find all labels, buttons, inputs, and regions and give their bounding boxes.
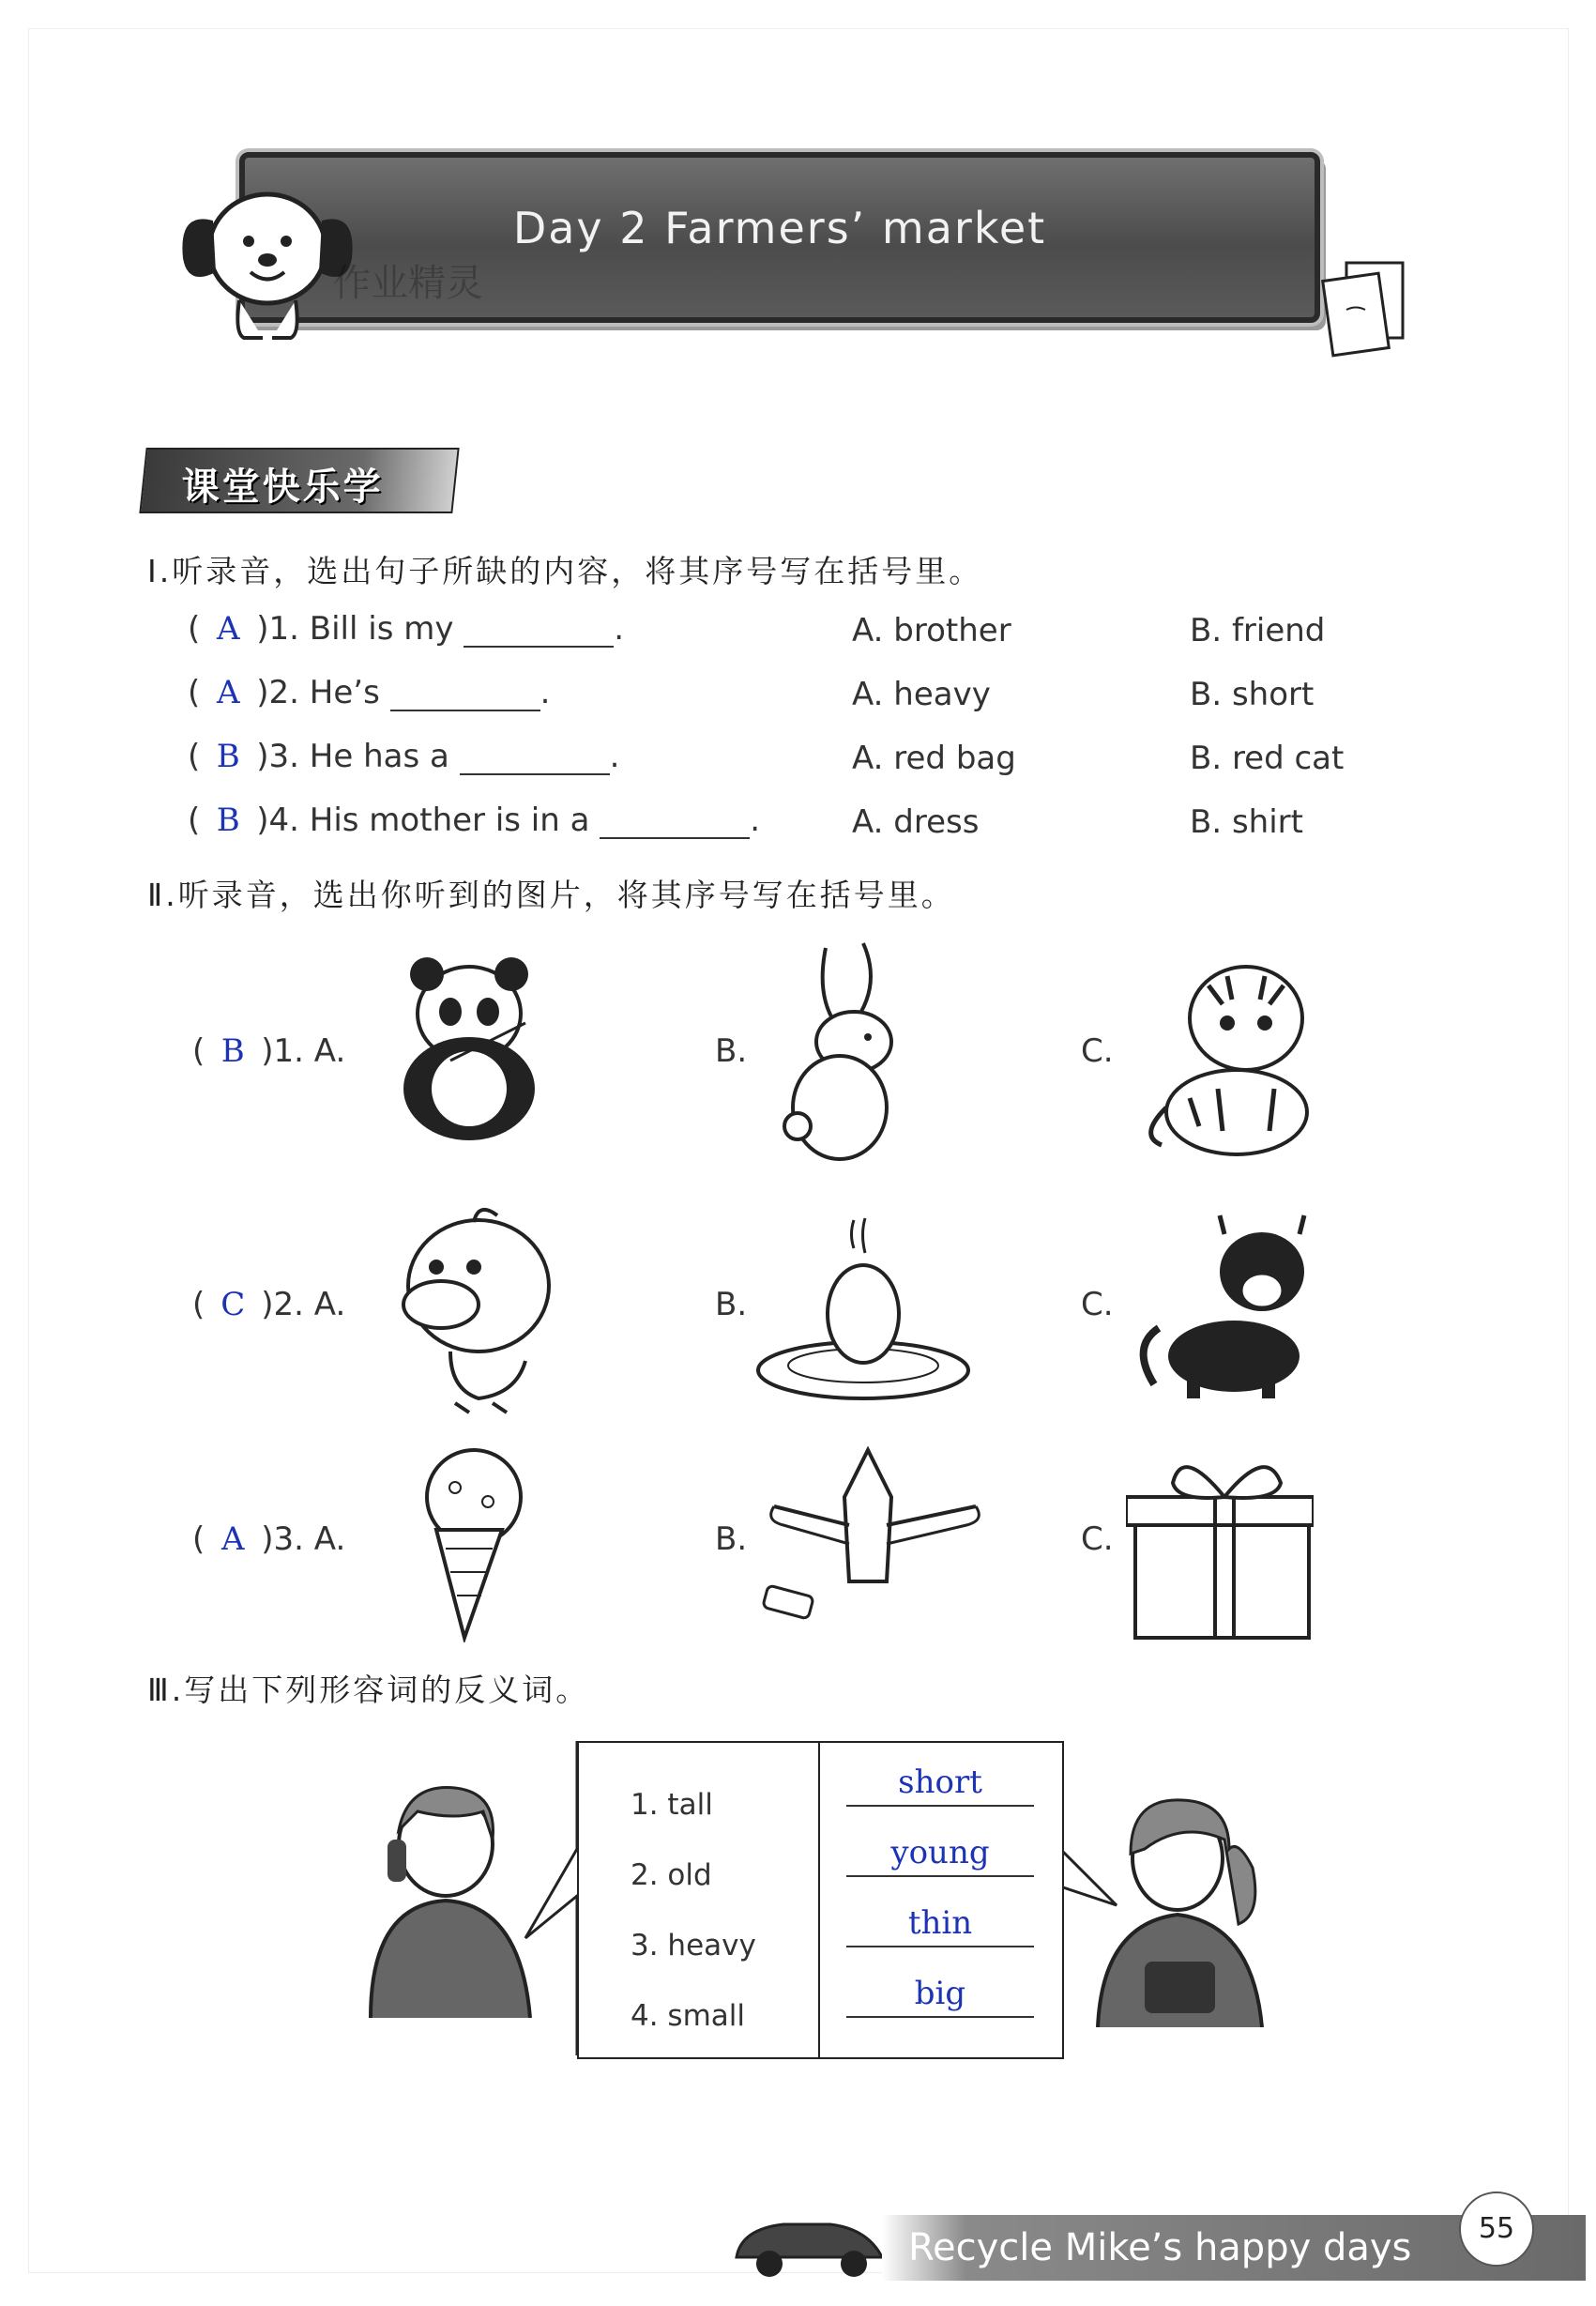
question-end: . [614, 610, 625, 648]
panda-icon [385, 948, 572, 1150]
word-item: 2. old [631, 1858, 712, 1892]
word-item: 1. tall [631, 1788, 713, 1822]
picture-question-row: ( C )2. A. [192, 1286, 346, 1323]
option-a-label: )3. A. [261, 1520, 346, 1558]
part3-heading: Ⅲ.写出下列形容词的反义词。 [147, 1672, 590, 1708]
section-tag [139, 448, 459, 513]
option-a: A. red bag [852, 740, 1016, 777]
books-icon [1309, 253, 1417, 361]
option-c-label: C. [1081, 1032, 1114, 1070]
option-b-label: B. [715, 1520, 748, 1558]
option-a-label: )2. A. [261, 1286, 346, 1323]
girl-on-phone-icon [1088, 1783, 1276, 2027]
ice-cream-icon [399, 1445, 549, 1642]
answer-line [846, 1754, 1034, 1807]
answer-blank [390, 681, 540, 711]
plane-icon [755, 1441, 985, 1638]
answer-line [846, 1965, 1034, 2018]
option-a: A. brother [852, 612, 1011, 649]
boy-on-phone-icon [352, 1774, 549, 2018]
answer: A [216, 674, 240, 711]
option-b-label: B. [715, 1032, 748, 1070]
footer-title: Recycle Mike’s happy days [908, 2226, 1412, 2269]
answer: B [216, 738, 240, 775]
part2-heading: Ⅱ.听录音，选出你听到的图片，将其序号写在括号里。 [147, 877, 955, 913]
question-end: . [750, 802, 761, 839]
antonym-table [577, 1741, 1064, 2059]
answer-line [846, 1895, 1034, 1947]
page-title: Day 2 Farmers’ market [512, 203, 1047, 253]
question-stem: )3. He has a [256, 738, 460, 775]
option-b: B. friend [1190, 612, 1326, 649]
answer: A [216, 610, 240, 648]
option-c-label: C. [1081, 1520, 1114, 1558]
option-b: B. shirt [1190, 803, 1303, 841]
part1-heading: Ⅰ.听录音，选出句子所缺的内容，将其序号写在括号里。 [147, 553, 983, 589]
table-divider [818, 1743, 820, 2057]
question-end: . [609, 738, 620, 775]
answer: A [220, 1520, 245, 1558]
answer-line [846, 1825, 1034, 1877]
car-icon [727, 2215, 891, 2281]
question-stem: )2. He’s [256, 674, 390, 711]
egg-icon [751, 1211, 976, 1413]
answer-blank [464, 618, 614, 648]
section-label: 课堂快乐学 [181, 466, 384, 509]
cow-icon [1131, 1206, 1328, 1403]
question-row: ( B )3. He has a . [188, 738, 620, 775]
answer: B [220, 1032, 245, 1070]
word-item: 4. small [631, 1999, 746, 2033]
option-a: A. dress [852, 803, 980, 841]
question-stem: )4. His mother is in a [256, 802, 600, 839]
gift-icon [1126, 1445, 1314, 1642]
answer-text: thin [907, 1904, 973, 1942]
option-b: B. red cat [1190, 740, 1345, 777]
option-a-label: )1. A. [261, 1032, 346, 1070]
answer-blank [460, 745, 610, 775]
option-b-label: B. [715, 1286, 748, 1323]
answer: B [216, 802, 240, 839]
tiger-icon [1133, 948, 1340, 1159]
duck-icon [385, 1201, 572, 1417]
option-b: B. short [1190, 676, 1315, 713]
answer-text: big [914, 1975, 966, 2012]
question-end: . [540, 674, 551, 711]
question-row: ( A )2. He’s . [188, 674, 551, 711]
option-a: A. heavy [852, 676, 991, 713]
question-stem: )1. Bill is my [256, 610, 464, 648]
picture-question-row: ( A )3. A. [192, 1520, 346, 1558]
answer-text: young [890, 1834, 990, 1871]
page-number: 55 [1459, 2191, 1534, 2267]
answer: C [220, 1286, 246, 1323]
answer-text: short [898, 1764, 982, 1801]
question-row: ( A )1. Bill is my . [188, 610, 625, 648]
rabbit-icon [760, 939, 948, 1173]
watermark: 作业精灵 [333, 262, 483, 305]
picture-question-row: ( B )1. A. [192, 1032, 346, 1070]
answer-blank [600, 809, 750, 839]
option-c-label: C. [1081, 1286, 1114, 1323]
question-row: ( B )4. His mother is in a . [188, 802, 761, 839]
word-item: 3. heavy [631, 1929, 756, 1962]
